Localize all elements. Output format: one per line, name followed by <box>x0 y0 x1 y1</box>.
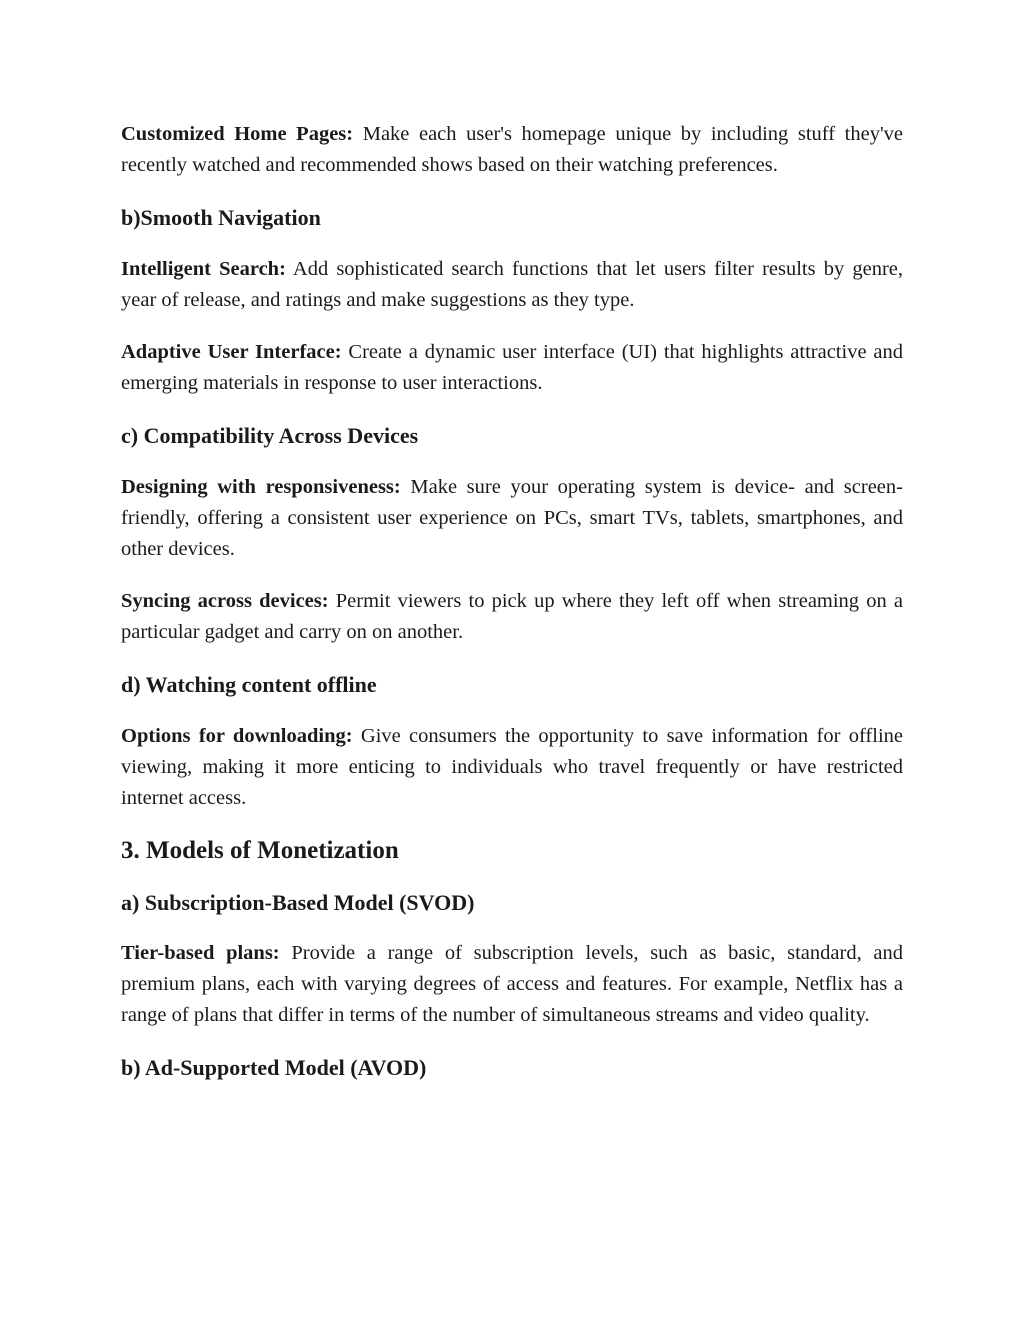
paragraph-intelligent-search <box>121 254 903 316</box>
paragraph-responsiveness <box>121 472 903 565</box>
paragraph-adaptive-ui <box>121 337 903 399</box>
heading-monetization: 3. Models of Monetization <box>121 837 399 864</box>
paragraph-label: Adaptive User Interface: <box>121 341 342 363</box>
paragraph-text: Provide a range of subscription levels, such as basic, standard, and premium plans, each with varying degrees of access and features. For example, Netflix has a range of plans that differ in terms of the number of simultaneous streams and video quality. <box>121 942 903 1026</box>
heading-smooth-navigation: b)Smooth Navigation <box>121 205 321 230</box>
paragraph-label: Customized Home Pages: <box>121 123 354 145</box>
paragraph-syncing <box>121 586 903 648</box>
paragraph-customized-home-pages <box>121 119 903 181</box>
document-page <box>121 119 903 1104</box>
paragraph-label: Syncing across devices: <box>121 590 329 612</box>
paragraph-text: Make sure your operating system is device- and screen-friendly, offering a consistent user experience on PCs, smart TVs, tablets, smartphones, and other devices. <box>121 476 903 560</box>
paragraph-label: Designing with responsiveness: <box>121 476 401 498</box>
heading-svod: a) Subscription-Based Model (SVOD) <box>121 890 475 915</box>
paragraph-text: Create a dynamic user interface (UI) that highlights attractive and emerging materials in response to user interactions. <box>121 341 904 394</box>
paragraph-text: Give consumers the opportunity to save information for offline viewing, making it more enticing to individuals who travel frequently or have restricted internet access. <box>121 725 903 809</box>
heading-offline: d) Watching content offline <box>121 672 377 697</box>
paragraph-label: Intelligent Search: <box>121 258 286 280</box>
paragraph-tier-based <box>121 938 903 1031</box>
paragraph-text: Add sophisticated search functions that let users filter results by genre, year of release, and ratings and make suggestions as they type. <box>121 258 903 311</box>
heading-avod: b) Ad-Supported Model (AVOD) <box>121 1055 427 1080</box>
heading-compatibility: c) Compatibility Across Devices <box>121 423 419 448</box>
paragraph-label: Options for downloading: <box>121 725 353 747</box>
paragraph-text: Make each user's homepage unique by including stuff they've recently watched and recommended shows based on their watching preferences. <box>121 123 904 176</box>
paragraph-text: Permit viewers to pick up where they left off when streaming on a particular gadget and carry on on another. <box>121 590 903 643</box>
paragraph-label: Tier-based plans: <box>121 942 280 964</box>
paragraph-downloading <box>121 721 903 814</box>
